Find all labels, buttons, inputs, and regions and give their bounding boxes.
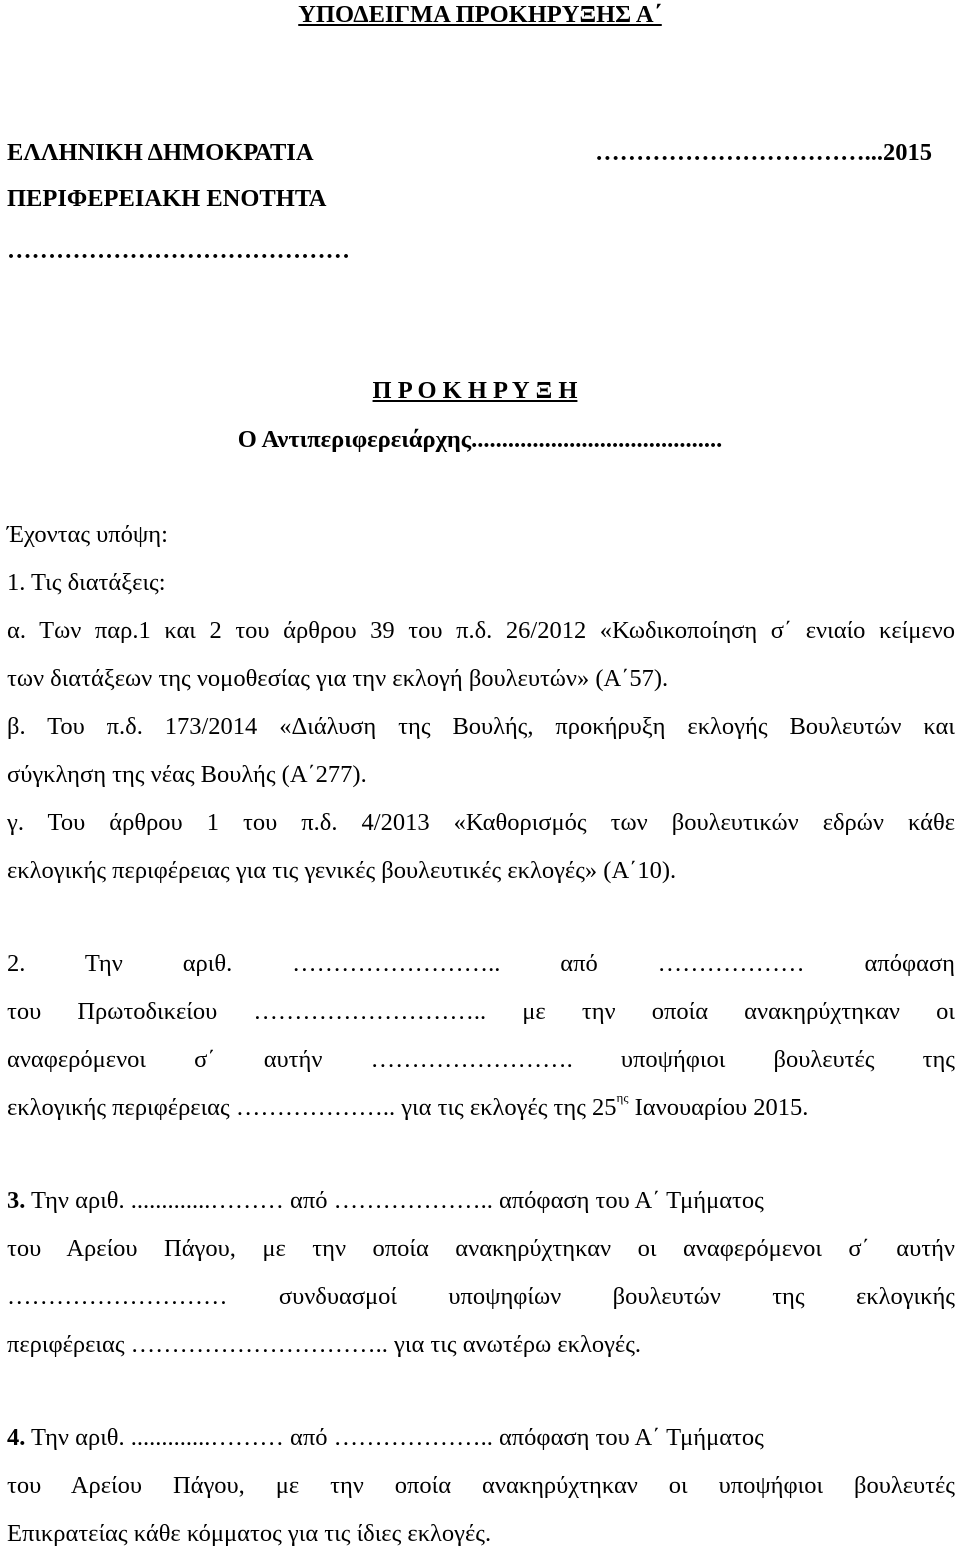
header-unit-blank: …………………………………… bbox=[7, 237, 350, 264]
header-republic: ΕΛΛΗΝΙΚΗ ΔΗΜΟΚΡΑΤΙΑ bbox=[7, 139, 314, 166]
item2-line2: του Πρωτοδικείου ……………………….. με την οποία ανακηρύχτηκαν οι bbox=[7, 998, 955, 1025]
item4-line3: Επικρατείας κάθε κόμματος για τις ίδιες εκλογές. bbox=[7, 1520, 492, 1547]
issuer-line: Ο Αντιπεριφερειάρχης......................................... bbox=[237, 426, 723, 453]
item3-line1 bbox=[7, 1188, 955, 1215]
item4-line2: του Αρείου Πάγου, με την οποία ανακηρύχτηκαν οι υποψήφιοι βουλευτές bbox=[7, 1472, 955, 1499]
item3-line2: του Αρείου Πάγου, με την οποία ανακηρύχτηκαν οι αναφερόμενοι σ΄ αυτήν bbox=[7, 1235, 955, 1262]
item1c-line2: εκλογικής περιφέρειας για τις γενικές βουλευτικές εκλογές» (Α΄10). bbox=[7, 857, 677, 884]
proclamation-heading: Π Ρ Ο Κ Η Ρ Υ Ξ Η bbox=[372, 377, 578, 404]
item3-number: 3. bbox=[7, 1187, 26, 1214]
document-title: ΥΠΟΔΕΙΓΜΑ ΠΡΟΚΗΡΥΞΗΣ Α΄ bbox=[298, 1, 662, 28]
item2-line4-text: εκλογικής περιφέρειας ……………….. για τις εκλογές της 25 bbox=[7, 1094, 617, 1121]
item1b-line2: σύγκληση της νέας Βουλής (Α΄277). bbox=[7, 761, 367, 788]
item2-line4-date: Ιανουαρίου 2015. bbox=[628, 1094, 809, 1121]
considering-label: Έχοντας υπόψη: bbox=[7, 521, 168, 548]
item1a-line2: των διατάξεων της νομοθεσίας για την εκλογή βουλευτών» (Α΄57). bbox=[7, 665, 669, 692]
header-unit: ΠΕΡΙΦΕΡΕΙΑΚΗ ΕΝΟΤΗΤΑ bbox=[7, 185, 327, 212]
item1c-line1: γ. Του άρθρου 1 του π.δ. 4/2013 «Καθορισμός των βουλευτικών εδρών κάθε bbox=[7, 809, 955, 836]
item3-line1-text: Την αριθ. .............……… από ……………….. απόφαση του Α΄ Τμήματος bbox=[25, 1187, 764, 1214]
item2-line1: 2. Την αριθ. …………………….. από ……………… απόφαση bbox=[7, 950, 955, 977]
item3-line4: περιφέρειας ………………………….. για τις ανωτέρω εκλογές. bbox=[7, 1331, 642, 1358]
item1b-line1: β. Του π.δ. 173/2014 «Διάλυση της Βουλής, προκήρυξη εκλογής Βουλευτών και bbox=[7, 713, 955, 740]
item4-line1-text: Την αριθ. .............……… από ……………….. απόφαση του Α΄ Τμήματος bbox=[25, 1424, 764, 1451]
item2-line4 bbox=[7, 1090, 955, 1122]
item4-number: 4. bbox=[7, 1424, 26, 1451]
item1a-line1: α. Των παρ.1 και 2 του άρθρου 39 του π.δ. 26/2012 «Κωδικοποίηση σ΄ ενιαίο κείμενο bbox=[7, 617, 955, 644]
header-date: ……………………………...2015 bbox=[595, 139, 932, 166]
item3-line3: ……………………… συνδυασμοί υποψηφίων βουλευτών της εκλογικής bbox=[7, 1283, 955, 1310]
ordinal-suffix: ης bbox=[616, 1090, 629, 1105]
item4-line1 bbox=[7, 1425, 955, 1452]
item1-title: 1. Τις διατάξεις: bbox=[7, 569, 166, 596]
item2-line3: αναφερόμενοι σ΄ αυτήν ……………………. υποψήφιοι βουλευτές της bbox=[7, 1046, 955, 1073]
